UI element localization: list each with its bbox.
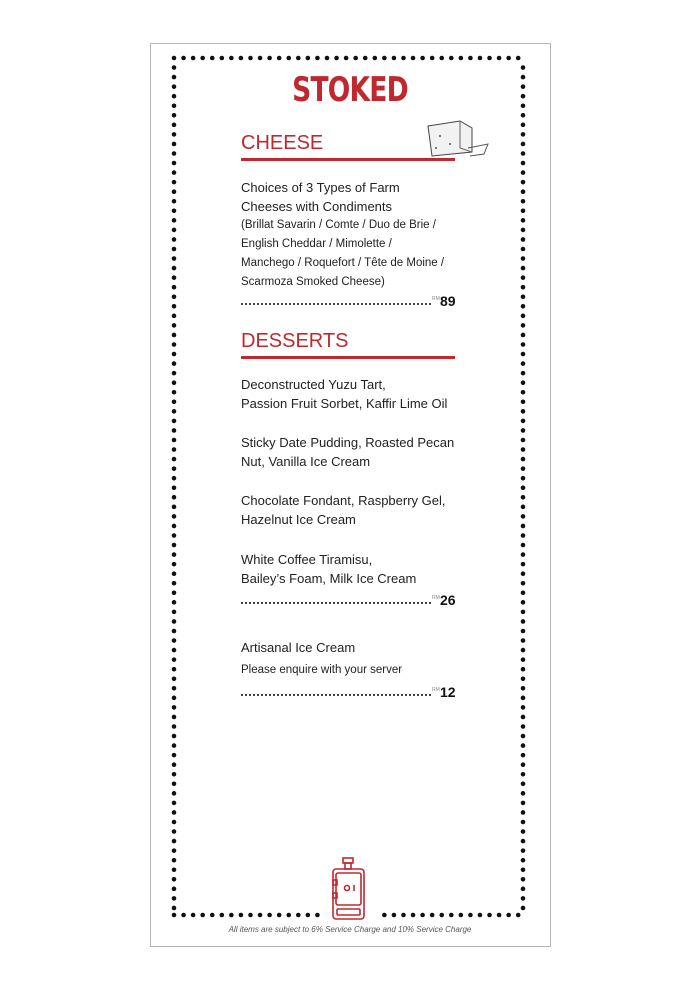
border-dot: [172, 657, 177, 662]
section-title-desserts: DESSERTS: [241, 330, 349, 352]
border-dot: [521, 228, 526, 233]
border-dot: [172, 352, 177, 357]
border-dot: [172, 505, 177, 510]
item-line: White Coffee Tiramisu,: [241, 552, 373, 567]
border-dot: [172, 495, 177, 500]
price-amount: 26: [440, 592, 456, 608]
border-dot: [172, 419, 177, 424]
border-dot: [172, 485, 177, 490]
border-dot: [382, 56, 387, 61]
border-dot: [172, 571, 177, 576]
price-amount: 12: [440, 684, 456, 700]
border-dot: [172, 896, 177, 901]
border-dot: [172, 228, 177, 233]
border-dot: [172, 438, 177, 443]
border-dot: [521, 820, 526, 825]
border-dot: [521, 887, 526, 892]
border-dot: [521, 142, 526, 147]
border-dot: [521, 591, 526, 596]
border-dot: [521, 676, 526, 681]
border-dot: [172, 314, 177, 319]
border-dot: [172, 877, 177, 882]
border-dot: [521, 304, 526, 309]
border-dot: [521, 629, 526, 634]
border-dot: [172, 524, 177, 529]
border-dot: [172, 333, 177, 338]
border-dot: [401, 56, 406, 61]
border-dot: [172, 400, 177, 405]
border-dot: [521, 867, 526, 872]
border-dot: [239, 56, 244, 61]
item-line: Choices of 3 Types of Farm: [241, 180, 400, 195]
border-dot: [172, 782, 177, 787]
cheese-price: [241, 295, 457, 309]
dessert-item: [241, 491, 446, 529]
border-dot: [172, 132, 177, 137]
border-dot: [392, 913, 397, 918]
border-dot: [521, 696, 526, 701]
border-dot: [521, 791, 526, 796]
border-dot: [172, 170, 177, 175]
border-dot: [172, 123, 177, 128]
border-dot: [172, 266, 177, 271]
border-dot: [521, 858, 526, 863]
border-dot: [172, 113, 177, 118]
border-dot: [172, 151, 177, 156]
border-dot: [521, 409, 526, 414]
border-dot: [172, 867, 177, 872]
dessert-item: [241, 375, 447, 413]
border-dot: [172, 56, 177, 61]
border-dot: [521, 877, 526, 882]
border-dot: [172, 638, 177, 643]
border-dot: [521, 524, 526, 529]
border-dot: [172, 371, 177, 376]
border-dot: [497, 913, 502, 918]
border-dot: [449, 913, 454, 918]
border-dot: [478, 913, 483, 918]
border-dot: [420, 56, 425, 61]
border-dot: [521, 839, 526, 844]
border-dot: [521, 772, 526, 777]
brand-logo: STOKED: [292, 70, 408, 110]
border-dot: [521, 476, 526, 481]
border-dot: [521, 724, 526, 729]
border-dot: [521, 247, 526, 252]
border-dot: [172, 686, 177, 691]
border-dot: [521, 361, 526, 366]
border-dot: [172, 237, 177, 242]
border-dot: [172, 839, 177, 844]
cheese-underline: [241, 158, 455, 161]
border-dot: [521, 218, 526, 223]
border-dot: [172, 591, 177, 596]
border-dot: [191, 56, 196, 61]
item-detail: English Cheddar / Mimolette /: [241, 238, 392, 250]
item-detail: Scarmoza Smoked Cheese): [241, 276, 385, 288]
border-dot: [172, 724, 177, 729]
border-dot: [172, 581, 177, 586]
border-dot: [172, 715, 177, 720]
border-dot: [220, 56, 225, 61]
border-dot: [521, 256, 526, 261]
border-dot: [521, 371, 526, 376]
border-dot: [420, 913, 425, 918]
border-dot: [172, 199, 177, 204]
border-dot: [521, 151, 526, 156]
border-dot: [172, 705, 177, 710]
price-leader: [241, 602, 431, 604]
item-note: Please enquire with your server: [241, 664, 403, 676]
border-dot: [334, 56, 339, 61]
border-dot: [172, 514, 177, 519]
border-dot: [497, 56, 502, 61]
border-dot: [521, 581, 526, 586]
border-dot: [172, 180, 177, 185]
border-dot: [306, 913, 311, 918]
border-dot: [172, 734, 177, 739]
border-dot: [521, 762, 526, 767]
border-dot: [172, 743, 177, 748]
border-dot: [521, 170, 526, 175]
border-dot: [521, 906, 526, 911]
border-dot: [521, 237, 526, 242]
border-dot: [172, 667, 177, 672]
border-dot: [172, 361, 177, 366]
border-dot: [172, 848, 177, 853]
item-line: Chocolate Fondant, Raspberry Gel,: [241, 493, 446, 508]
border-dot: [521, 505, 526, 510]
border-dot: [521, 466, 526, 471]
border-dot: [363, 56, 368, 61]
border-dot: [172, 791, 177, 796]
border-dot: [172, 906, 177, 911]
border-dot: [521, 352, 526, 357]
border-dot: [430, 913, 435, 918]
border-dot: [172, 648, 177, 653]
border-dot: [521, 275, 526, 280]
item-line: Deconstructed Yuzu Tart,: [241, 377, 386, 392]
border-dot: [521, 514, 526, 519]
border-dot: [521, 829, 526, 834]
border-dot: [521, 562, 526, 567]
border-dot: [521, 782, 526, 787]
border-dot: [277, 913, 282, 918]
border-dot: [172, 619, 177, 624]
border-dot: [411, 56, 416, 61]
border-dot: [172, 285, 177, 290]
border-dot: [210, 913, 215, 918]
item-line: Passion Fruit Sorbet, Kaffir Lime Oil: [241, 396, 448, 411]
border-dot: [344, 56, 349, 61]
border-dot: [521, 715, 526, 720]
border-dot: [210, 56, 215, 61]
border-dot: [506, 913, 511, 918]
border-dot: [521, 132, 526, 137]
item-line: Artisanal Ice Cream: [241, 640, 356, 655]
border-dot: [516, 56, 521, 61]
currency: RM: [432, 687, 440, 693]
border-dot: [172, 209, 177, 214]
border-dot: [521, 294, 526, 299]
section-title-cheese: CHEESE: [241, 132, 324, 154]
border-dot: [521, 848, 526, 853]
border-dot: [248, 913, 253, 918]
border-dot: [172, 629, 177, 634]
border-dot: [521, 743, 526, 748]
item-detail: (Brillat Savarin / Comte / Duo de Brie /: [241, 219, 436, 231]
border-dot: [521, 161, 526, 166]
border-dot: [521, 810, 526, 815]
border-dot: [439, 56, 444, 61]
border-dot: [172, 696, 177, 701]
border-dot: [521, 438, 526, 443]
border-dot: [521, 485, 526, 490]
dessert-item: [241, 433, 454, 471]
border-dot: [172, 913, 177, 918]
border-dot: [521, 705, 526, 710]
border-dot: [172, 275, 177, 280]
border-dot: [521, 199, 526, 204]
border-dot: [382, 913, 387, 918]
border-dot: [296, 56, 301, 61]
border-dot: [459, 56, 464, 61]
border-dot: [172, 600, 177, 605]
border-dot: [200, 913, 205, 918]
border-dot: [172, 218, 177, 223]
cheese-item: [241, 178, 444, 292]
border-dot: [521, 447, 526, 452]
border-dot: [172, 476, 177, 481]
border-dot: [220, 913, 225, 918]
border-dot: [229, 56, 234, 61]
border-dot: [521, 686, 526, 691]
border-dot: [172, 390, 177, 395]
border-dot: [172, 676, 177, 681]
footer-note: All items are subject to 6% Service Charge and 10% Service Charge: [228, 925, 472, 934]
border-dot: [258, 913, 263, 918]
border-dot: [521, 667, 526, 672]
border-dot: [430, 56, 435, 61]
price-amount: 89: [440, 293, 456, 309]
border-dot: [521, 600, 526, 605]
border-dot: [172, 161, 177, 166]
border-dot: [521, 896, 526, 901]
border-dot: [172, 342, 177, 347]
border-dot: [521, 610, 526, 615]
border-dot: [521, 380, 526, 385]
border-dot: [172, 189, 177, 194]
border-dot: [315, 913, 320, 918]
border-dot: [172, 762, 177, 767]
border-dot: [516, 913, 521, 918]
border-dot: [315, 56, 320, 61]
border-dot: [521, 648, 526, 653]
border-dot: [521, 638, 526, 643]
border-dot: [172, 552, 177, 557]
border-dot: [277, 56, 282, 61]
border-dot: [521, 419, 526, 424]
border-dot: [172, 447, 177, 452]
border-dot: [521, 734, 526, 739]
border-dot: [521, 552, 526, 557]
border-dot: [439, 913, 444, 918]
item-line: Bailey’s Foam, Milk Ice Cream: [241, 571, 417, 586]
border-dot: [172, 409, 177, 414]
border-dot: [521, 801, 526, 806]
border-dot: [521, 180, 526, 185]
border-dot: [172, 247, 177, 252]
border-dot: [172, 887, 177, 892]
currency: RM: [432, 595, 440, 601]
border-dot: [172, 820, 177, 825]
border-dot: [521, 753, 526, 758]
border-dot: [306, 56, 311, 61]
border-dot: [478, 56, 483, 61]
cheese-illustration-icon: [420, 118, 492, 160]
border-dot: [521, 209, 526, 214]
border-dot: [172, 256, 177, 261]
border-dot: [487, 56, 492, 61]
border-dot: [172, 801, 177, 806]
border-dot: [172, 562, 177, 567]
border-dot: [449, 56, 454, 61]
border-dot: [353, 56, 358, 61]
border-dot: [325, 56, 330, 61]
border-dot: [521, 333, 526, 338]
desserts-underline: [241, 356, 455, 359]
border-dot: [286, 56, 291, 61]
border-dot: [267, 56, 272, 61]
border-dot: [181, 913, 186, 918]
item-line: Nut, Vanilla Ice Cream: [241, 454, 371, 469]
item-line: Cheeses with Condiments: [241, 199, 393, 214]
icecream-item: [241, 638, 402, 680]
border-dot: [172, 829, 177, 834]
border-dot: [459, 913, 464, 918]
border-dot: [172, 810, 177, 815]
border-dot: [521, 342, 526, 347]
border-dot: [172, 543, 177, 548]
border-dot: [521, 189, 526, 194]
border-dot: [468, 913, 473, 918]
price-leader: [241, 694, 431, 696]
border-dot: [267, 913, 272, 918]
border-dot: [521, 400, 526, 405]
border-dot: [521, 657, 526, 662]
border-dot: [521, 285, 526, 290]
icecream-price: [241, 686, 457, 700]
border-dot: [181, 56, 186, 61]
border-dot: [296, 913, 301, 918]
border-dot: [258, 56, 263, 61]
border-dot: [286, 913, 291, 918]
currency: RM: [432, 296, 440, 302]
border-dot: [172, 772, 177, 777]
border-dot: [411, 913, 416, 918]
border-dot: [521, 314, 526, 319]
border-dot: [506, 56, 511, 61]
border-dot: [248, 56, 253, 61]
item-line: Hazelnut Ice Cream: [241, 512, 356, 527]
border-dot: [521, 123, 526, 128]
border-dot: [200, 56, 205, 61]
price-leader: [241, 303, 431, 305]
border-dot: [521, 390, 526, 395]
border-dot: [172, 428, 177, 433]
border-dot: [172, 533, 177, 538]
border-dot: [521, 571, 526, 576]
border-dot: [521, 495, 526, 500]
dessert-item: [241, 550, 416, 588]
border-dot: [521, 113, 526, 118]
border-dot: [172, 294, 177, 299]
border-dot: [172, 610, 177, 615]
border-dot: [172, 753, 177, 758]
border-dot: [172, 457, 177, 462]
border-dot: [401, 913, 406, 918]
border-dot: [392, 56, 397, 61]
border-dot: [521, 428, 526, 433]
border-dot: [487, 913, 492, 918]
border-dot: [521, 323, 526, 328]
border-dot: [239, 913, 244, 918]
item-detail: Manchego / Roquefort / Tête de Moine /: [241, 257, 445, 269]
border-dot: [468, 56, 473, 61]
item-line: Sticky Date Pudding, Roasted Pecan: [241, 435, 455, 450]
safe-icon: [328, 856, 370, 922]
border-dot: [521, 457, 526, 462]
border-dot: [172, 380, 177, 385]
border-dot: [172, 142, 177, 147]
border-dot: [521, 533, 526, 538]
border-dot: [521, 619, 526, 624]
border-dot: [191, 913, 196, 918]
border-dot: [172, 466, 177, 471]
border-dot: [372, 56, 377, 61]
border-dot: [521, 266, 526, 271]
border-dot: [172, 858, 177, 863]
border-dot: [172, 323, 177, 328]
border-dot: [521, 543, 526, 548]
border-dot: [172, 304, 177, 309]
border-dot: [229, 913, 234, 918]
desserts-price: [241, 594, 457, 608]
